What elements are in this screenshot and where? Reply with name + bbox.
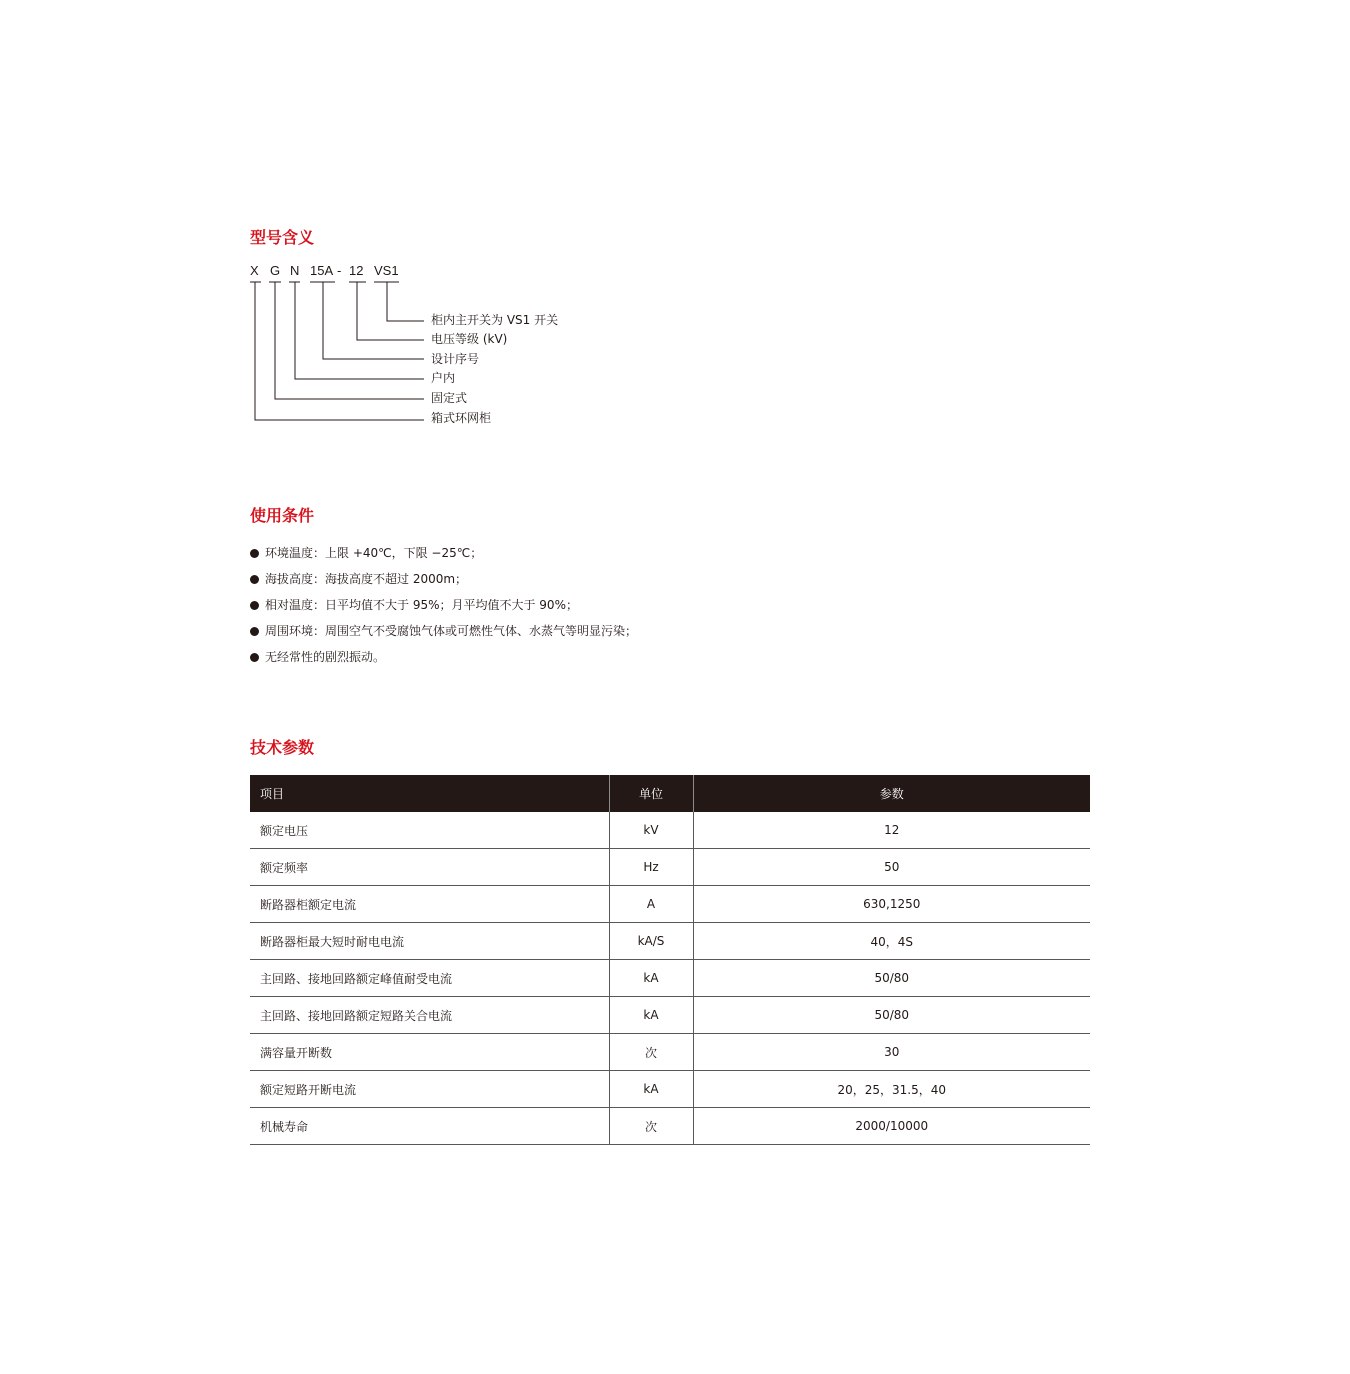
row-unit: 次: [609, 1034, 693, 1071]
row-value: 630,1250: [693, 886, 1090, 923]
row-value: 30: [693, 1034, 1090, 1071]
row-unit: kV: [609, 812, 693, 849]
tech-params-table: [250, 775, 1090, 1145]
table-header-row: [250, 775, 1090, 812]
table-row: [250, 997, 1090, 1034]
table-row: [250, 1071, 1090, 1108]
meaning-voltage-level: 电压等级 (kV): [431, 332, 508, 346]
row-value: 50/80: [693, 997, 1090, 1034]
row-value: 2000/10000: [693, 1108, 1090, 1145]
table-row: [250, 960, 1090, 997]
row-value: 12: [693, 812, 1090, 849]
row-unit: kA: [609, 960, 693, 997]
list-item: [250, 540, 637, 566]
bullet-icon: [250, 653, 259, 662]
conditions-title: 使用条件: [250, 506, 315, 525]
code-part-dash: -: [337, 263, 342, 278]
conditions-list: [250, 540, 637, 670]
row-item: 额定短路开断电流: [250, 1071, 609, 1108]
row-value: 50/80: [693, 960, 1090, 997]
meaning-box-ring-cabinet: 箱式环网柜: [431, 411, 492, 425]
bullet-icon: [250, 627, 259, 636]
header-item: 项目: [250, 775, 609, 812]
condition-text: 环境温度：上限 +40℃，下限 −25℃；: [265, 546, 483, 560]
table-row: [250, 849, 1090, 886]
list-item: [250, 618, 637, 644]
row-unit: A: [609, 886, 693, 923]
row-value: 50: [693, 849, 1090, 886]
condition-text: 相对温度：日平均值不大于 95%；月平均值不大于 90%；: [265, 598, 578, 612]
row-item: 主回路、接地回路额定短路关合电流: [250, 997, 609, 1034]
row-unit: kA: [609, 997, 693, 1034]
model-code-diagram: [240, 258, 660, 438]
tech-params-title: 技术参数: [250, 738, 315, 757]
bullet-icon: [250, 575, 259, 584]
row-unit: kA: [609, 1071, 693, 1108]
meaning-design-number: 设计序号: [431, 352, 480, 366]
row-item: 额定电压: [250, 812, 609, 849]
code-part-g: G: [270, 263, 281, 278]
row-item: 满容量开断数: [250, 1034, 609, 1071]
bullet-icon: [250, 601, 259, 610]
row-item: 机械寿命: [250, 1108, 609, 1145]
meaning-fixed-type: 固定式: [431, 391, 468, 405]
code-part-switch: VS1: [374, 263, 399, 278]
condition-text: 海拔高度：海拔高度不超过 2000m；: [265, 572, 468, 586]
list-item: [250, 592, 637, 618]
code-part-x: X: [250, 263, 259, 278]
bullet-icon: [250, 549, 259, 558]
row-unit: Hz: [609, 849, 693, 886]
row-unit: 次: [609, 1108, 693, 1145]
table-row: [250, 1034, 1090, 1071]
row-item: 断路器柜额定电流: [250, 886, 609, 923]
table-row: [250, 1108, 1090, 1145]
meaning-main-switch: 柜内主开关为 VS1 开关: [431, 313, 559, 327]
condition-text: 无经常性的剧烈振动。: [265, 650, 386, 664]
condition-text: 周围环境：周围空气不受腐蚀气体或可燃性气体、水蒸气等明显污染；: [265, 624, 638, 638]
header-unit: 单位: [609, 775, 693, 812]
code-part-n: N: [290, 263, 300, 278]
table-row: [250, 886, 1090, 923]
row-item: 主回路、接地回路额定峰值耐受电流: [250, 960, 609, 997]
header-value: 参数: [693, 775, 1090, 812]
row-unit: kA/S: [609, 923, 693, 960]
row-value: 20，25，31.5，40: [693, 1071, 1090, 1108]
model-meaning-title: 型号含义: [250, 228, 315, 247]
row-item: 额定频率: [250, 849, 609, 886]
table-row: [250, 812, 1090, 849]
row-value: 40，4S: [693, 923, 1090, 960]
table-row: [250, 923, 1090, 960]
list-item: [250, 644, 637, 670]
meaning-indoor: 户内: [431, 371, 456, 385]
row-item: 断路器柜最大短时耐电电流: [250, 923, 609, 960]
code-part-voltage: 12: [349, 263, 364, 278]
list-item: [250, 566, 637, 592]
code-part-design-number: 15A: [310, 263, 334, 278]
